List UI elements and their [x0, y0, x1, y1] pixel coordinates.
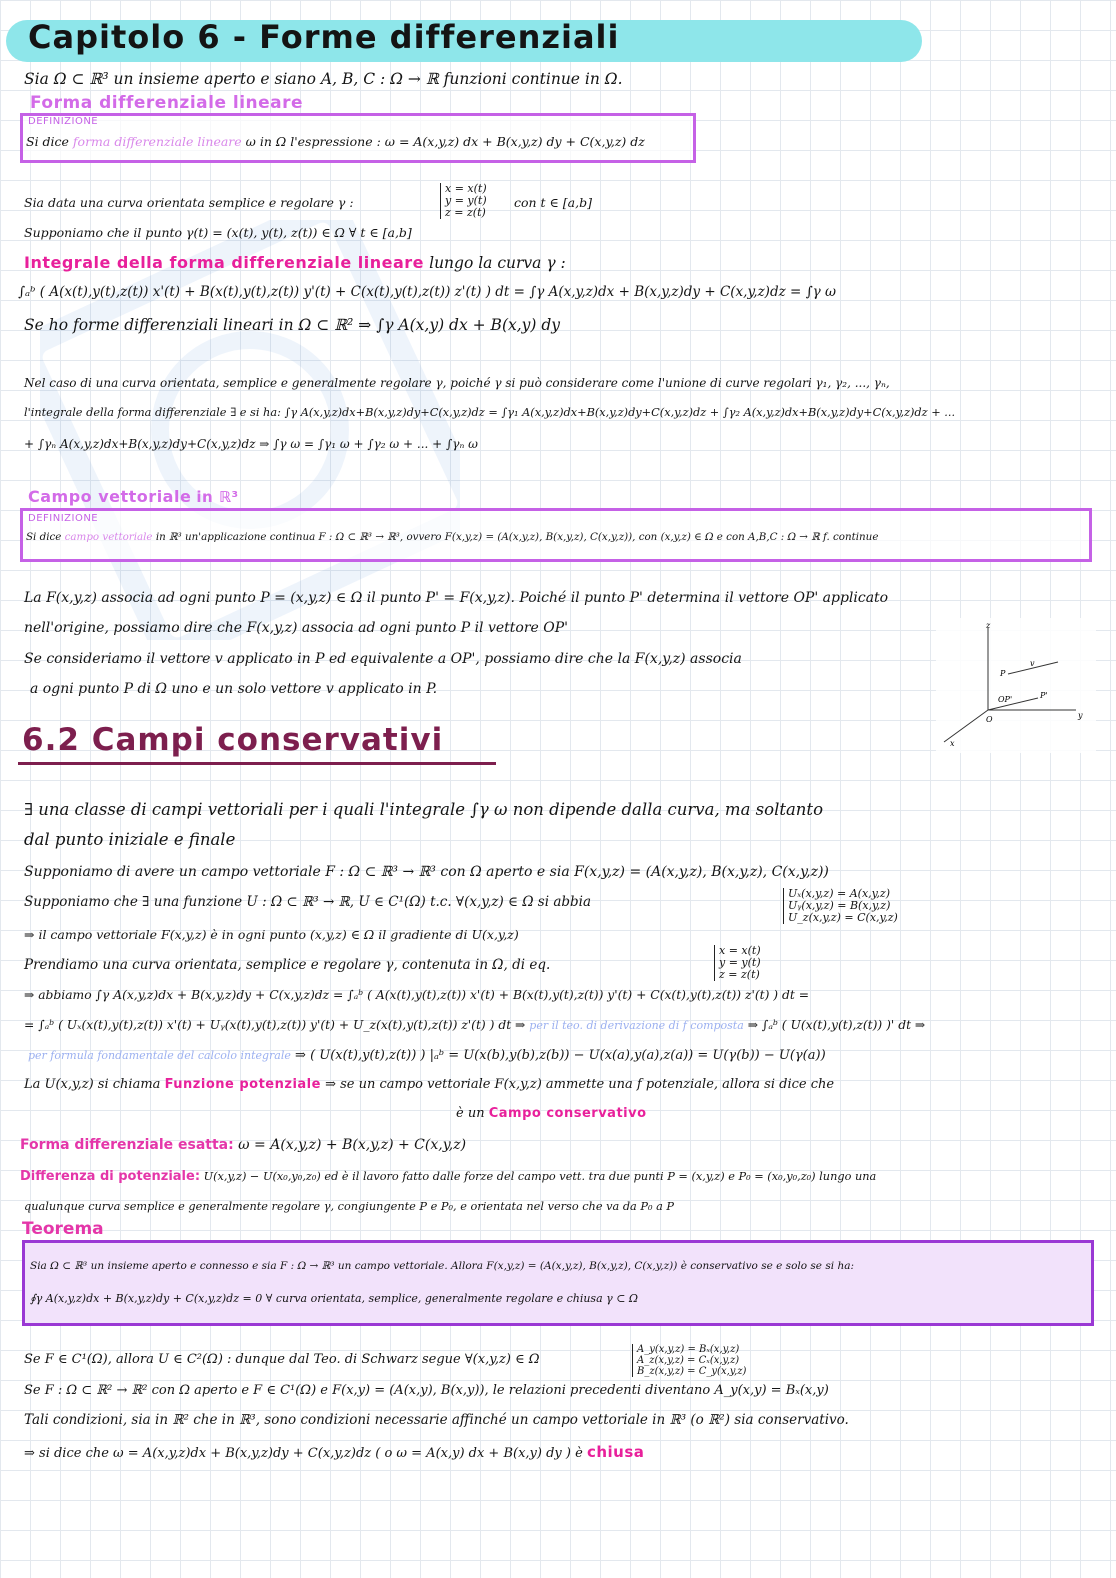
heading-integrale-tail: lungo la curva γ : — [429, 254, 566, 272]
cons-l4: Supponiamo che ∃ una funzione U : Ω ⊂ ℝ³ → ℝ, U ∈ C¹(Ω) t.c. ∀(x,y,z) ∈ Ω si abbia — [24, 894, 592, 910]
term-campo-conservativo: Campo conservativo — [488, 1106, 647, 1121]
system-row: x = x(t) — [719, 944, 761, 957]
hint-derivazione: per il teo. di derivazione di f composta — [529, 1019, 744, 1032]
label-pprime: P' — [1040, 691, 1048, 700]
esatta-formula: ω = A(x,y,z) + B(x,y,z) + C(x,y,z) — [238, 1137, 467, 1153]
heading-teorema: Teorema — [22, 1219, 104, 1239]
def-highlight: campo vettoriale — [64, 531, 153, 543]
cons-l8a: = ∫ₐᵇ ( Uₓ(x(t),y(t),z(t)) x'(t) + Uᵧ(x(t),y(t),z(t)) y'(t) + U_z(x(t),y(t),z(t)) z'(t) ) dt ⇒ — [24, 1018, 526, 1032]
system-row: A_z(x,y,z) = Cₓ(x,y,z) — [637, 1355, 740, 1366]
system-row: x = x(t) — [445, 182, 487, 195]
schwarz-system — [632, 1344, 746, 1377]
cons-l7: ⇒ abbiamo ∫γ A(x,y,z)dx + B(x,y,z)dy + C(x,y,z)dz = ∫ₐᵇ ( A(x(t),y(t),z(t)) x'(t) + B(x(t),y(t),z(t)) y'(t) + C(x(t),y(t),z(t)) z'(t) ) dt = — [24, 988, 810, 1002]
cons-l8b: ⇒ ∫ₐᵇ ( U(x(t),y(t),z(t)) )' dt ⇒ — [747, 1018, 926, 1032]
def-text-rest: ω in Ω l'espressione : ω = A(x,y,z) dx + B(x,y,z) dy + C(x,y,z) dz — [245, 134, 645, 149]
section-underline — [18, 762, 496, 765]
generale-line-1: Nel caso di una curva orientata, semplice e generalmente regolare γ, poiché γ si può considerare come l'unione di curve regolari γ₁, γ₂, ..., γₙ, — [24, 376, 890, 390]
cons-l3: Supponiamo di avere un campo vettoriale F : Ω ⊂ ℝ³ → ℝ³ con Ω aperto e sia F(x,y,z) = (A(x,y,z), B(x,y,z), C(x,y,z)) — [24, 864, 829, 880]
curve-assumption: Supponiamo che il punto γ(t) = (x(t), y(t), z(t)) ∈ Ω ∀ t ∈ [a,b] — [24, 225, 412, 240]
diff-row — [20, 1169, 876, 1184]
intro-text: Sia Ω ⊂ ℝ³ un insieme aperto e siano A, B, C : Ω → ℝ funzioni continue in Ω. — [24, 70, 623, 88]
campo-p1: La F(x,y,z) associa ad ogni punto P = (x,y,z) ∈ Ω il punto P' = F(x,y,z). Poiché il punto P' determina il vettore OP' applicato — [24, 590, 889, 606]
system-row: Uₓ(x,y,z) = A(x,y,z) — [788, 887, 890, 900]
label-v: v — [1030, 659, 1035, 668]
def-text: Si dice — [26, 134, 69, 149]
term-chiusa: chiusa — [586, 1443, 645, 1461]
definition-campo — [26, 531, 878, 543]
heading-forma: Forma differenziale lineare — [30, 93, 304, 113]
teorema-line-1: Sia Ω ⊂ ℝ³ un insieme aperto e connesso e sia F : Ω → ℝ³ un campo vettoriale. Allora F(x,y,z) = (A(x,y,z), B(x,y,z), C(x,y,z)) è conservativo se e solo se si ha: — [30, 1260, 854, 1272]
cons-l10 — [24, 1077, 834, 1092]
generale-line-3: + ∫γₙ A(x,y,z)dx+B(x,y,z)dy+C(x,y,z)dz ⇒ ∫γ ω = ∫γ₁ ω + ∫γ₂ ω + ... + ∫γₙ ω — [24, 437, 478, 451]
heading-integrale: Integrale della forma differenziale lineare — [24, 253, 425, 272]
system-row: y = y(t) — [445, 194, 487, 207]
generale-line-2: l'integrale della forma differenziale ∃ e si ha: ∫γ A(x,y,z)dx+B(x,y,z)dy+C(x,y,z)dz = ∫γ₁ A(x,y,z)dx+B(x,y,z)dy+C(x,y,z)dz + ∫γ₂ A(x,y,z)dx+B(x,y,z)dy+C(x,y,z)dz + ... — [24, 406, 956, 419]
system-row: z = z(t) — [445, 206, 486, 219]
system-row: A_y(x,y,z) = Bₓ(x,y,z) — [637, 1344, 740, 1355]
curve-interval: con t ∈ [a,b] — [514, 195, 592, 210]
gradient-system — [783, 888, 898, 924]
teorema-line-2: ∮γ A(x,y,z)dx + B(x,y,z)dy + C(x,y,z)dz = 0 ∀ curva orientata, semplice, generalmente regolare e chiusa γ ⊂ Ω — [30, 1292, 639, 1305]
vector-diagram — [936, 618, 1096, 753]
cons-l6: Prendiamo una curva orientata, semplice e regolare γ, contenuta in Ω, di eq. — [24, 957, 551, 973]
definition-label: DEFINIZIONE — [28, 513, 99, 524]
label-o: O — [986, 715, 993, 724]
campo-p4: a ogni punto P di Ω uno e un solo vettore v applicato in P. — [30, 681, 438, 697]
cons-l9 — [28, 1048, 826, 1063]
label-y: y — [1078, 711, 1083, 720]
definition-forma — [26, 134, 645, 149]
curve-system — [440, 183, 487, 219]
watermark-logo — [40, 220, 460, 640]
label-x: x — [950, 739, 955, 748]
section-title: 6.2 Campi conservativi — [22, 722, 444, 758]
diff-row-2: qualunque curva semplice e generalmente regolare γ, congiungente P e P₀, e orientata nel verso che va da P₀ a P — [24, 1200, 675, 1213]
system-row: B_z(x,y,z) = C_y(x,y,z) — [637, 1366, 747, 1377]
label-op: OP' — [998, 695, 1013, 704]
heading-campo-tail: in ℝ³ — [196, 488, 239, 506]
def-highlight: forma differenziale lineare — [72, 134, 242, 149]
term-differenza-potenziale: Differenza di potenziale: — [20, 1169, 201, 1184]
label-z: z — [986, 621, 991, 630]
page-title: Capitolo 6 - Forme differenziali — [28, 18, 620, 56]
esatta-row — [20, 1137, 466, 1153]
theorem-box — [22, 1240, 1094, 1326]
cons-l11 — [456, 1106, 647, 1121]
campo-p3: Se consideriamo il vettore v applicato in P ed equivalente a OP', possiamo dire che la F(x,y,z) associa — [24, 651, 742, 667]
def-text: Si dice — [26, 531, 62, 543]
text: La U(x,y,z) si chiama — [24, 1077, 161, 1092]
cons-l8 — [24, 1018, 925, 1032]
cons-l1: ∃ una classe di campi vettoriali per i quali l'integrale ∫γ ω non dipende dalla curva, ma soltanto — [24, 800, 824, 819]
system-row: Uᵧ(x,y,z) = B(x,y,z) — [788, 899, 891, 912]
curve-line: Sia data una curva orientata semplice e regolare γ : — [24, 195, 354, 210]
def-text-rest: in ℝ³ un'applicazione continua F : Ω ⊂ ℝ³ → ℝ³, ovvero F(x,y,z) = (A(x,y,z), B(x,y,z), C(x,y,z)), con (x,y,z) ∈ Ω e con A,B,C : Ω → ℝ f. continue — [155, 531, 879, 543]
cons-l2: dal punto iniziale e finale — [24, 830, 236, 849]
system-row: z = z(t) — [719, 968, 760, 981]
heading-campo: Campo vettoriale — [28, 487, 192, 506]
hint-formula: per formula fondamentale del calcolo integrale — [28, 1049, 291, 1062]
schwarz-line: Se F ∈ C¹(Ω), allora U ∈ C²(Ω) : dunque dal Teo. di Schwarz segue ∀(x,y,z) ∈ Ω — [24, 1352, 540, 1367]
system-row: U_z(x,y,z) = C(x,y,z) — [788, 911, 898, 924]
chiusa-line — [24, 1443, 644, 1461]
label-p: P — [1000, 669, 1006, 678]
campo-p2: nell'origine, possiamo dire che F(x,y,z) associa ad ogni punto P il vettore OP' — [24, 620, 569, 636]
system-row: y = y(t) — [719, 956, 761, 969]
text: è un — [456, 1106, 485, 1121]
r2-line: Se F : Ω ⊂ ℝ² → ℝ² con Ω aperto e F ∈ C¹(Ω) e F(x,y) = (A(x,y), B(x,y)), le relazioni precedenti diventano A_y(x,y) = Bₓ(x,y) — [24, 1383, 829, 1398]
definition-label: DEFINIZIONE — [28, 116, 99, 127]
integrale-formula: ∫ₐᵇ ( A(x(t),y(t),z(t)) x'(t) + B(x(t),y(t),z(t)) y'(t) + C(x(t),y(t),z(t)) z'(t) ) dt = ∫γ A(x,y,z)dx + B(x,y,z)dy + C(x,y,z)dz = ∫γ ω — [18, 284, 837, 300]
curve-system-2 — [714, 945, 761, 981]
term-funzione-potenziale: Funzione potenziale — [164, 1077, 321, 1092]
text: ⇒ se un campo vettoriale F(x,y,z) ammette una f potenziale, allora si dice che — [325, 1077, 835, 1092]
cons-l9-text: ⇒ ( U(x(t),y(t),z(t)) ) |ₐᵇ = U(x(b),y(b),z(b)) − U(x(a),y(a),z(a)) = U(γ(b)) − U(γ(a)) — [295, 1048, 826, 1063]
integrale-r2: Se ho forme differenziali lineari in Ω ⊂ ℝ² ⇒ ∫γ A(x,y) dx + B(x,y) dy — [24, 316, 561, 334]
integrale-heading-row — [24, 253, 566, 272]
term-forma-esatta: Forma differenziale esatta: — [20, 1137, 234, 1153]
campo-heading-row — [28, 487, 239, 506]
necessarie-line: Tali condizioni, sia in ℝ² che in ℝ³, sono condizioni necessarie affinché un campo vettoriale in ℝ³ (o ℝ²) sia conservativo. — [24, 1412, 849, 1428]
diff-text: U(x,y,z) − U(x₀,y₀,z₀) ed è il lavoro fatto dalle forze del campo vett. tra due punti P = (x,y,z) e P₀ = (x₀,y₀,z₀) lungo una — [203, 1170, 877, 1183]
cons-l5: ⇒ il campo vettoriale F(x,y,z) è in ogni punto (x,y,z) ∈ Ω il gradiente di U(x,y,z) — [24, 927, 519, 942]
text: ⇒ si dice che ω = A(x,y,z)dx + B(x,y,z)dy + C(x,y,z)dz ( o ω = A(x,y) dx + B(x,y) dy ) è — [24, 1446, 583, 1461]
